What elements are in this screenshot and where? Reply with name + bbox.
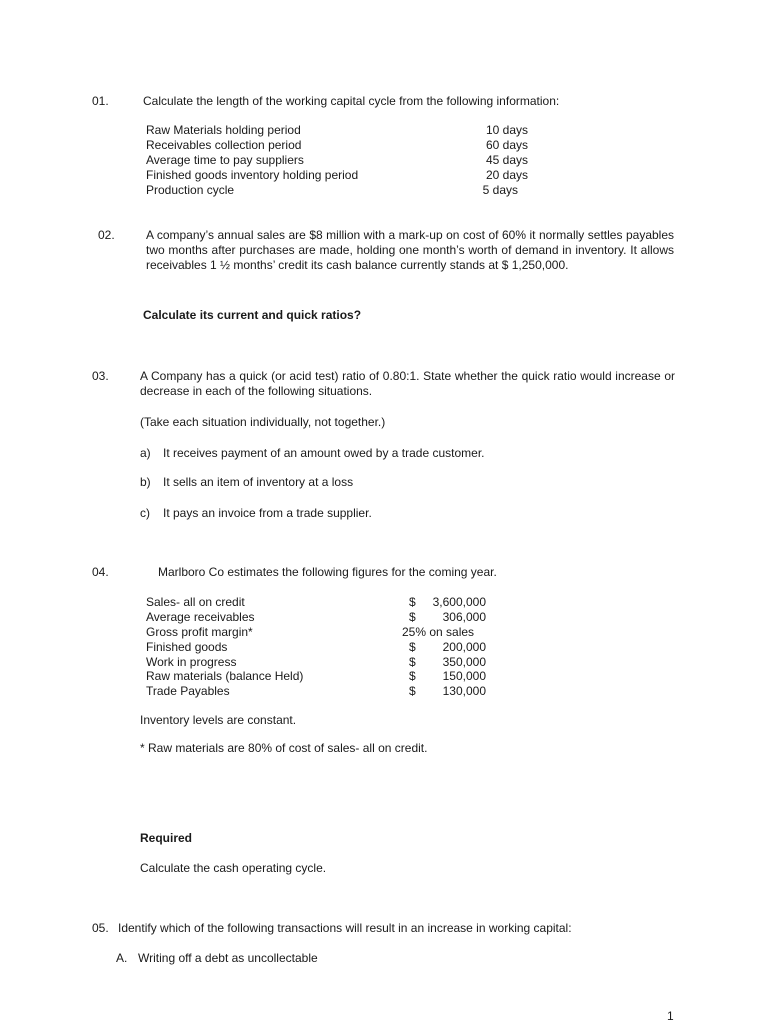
q1-item-label: Production cycle xyxy=(146,183,235,197)
q4-item-label: Work in progress xyxy=(146,655,237,669)
q5-option-text: Writing off a debt as uncollectable xyxy=(138,951,318,965)
q1-item xyxy=(146,123,546,138)
q3-number: 03. xyxy=(92,369,109,383)
q4-item-currency: $ xyxy=(409,640,416,654)
q1-item xyxy=(146,183,546,198)
q1-item-label: Finished goods inventory holding period xyxy=(146,168,359,182)
q1-number: 01. xyxy=(92,94,109,108)
q1-item-value: 45 days xyxy=(485,153,528,167)
q4-item-label: Sales- all on credit xyxy=(146,595,245,609)
q3-option-text: It pays an invoice from a trade supplier. xyxy=(163,506,372,520)
q1-item-value: 60 days xyxy=(485,138,528,152)
q3-option-text: It sells an item of inventory at a loss xyxy=(163,475,354,489)
q4-item xyxy=(146,669,486,684)
q4-required-text: Calculate the cash operating cycle. xyxy=(140,861,327,875)
q5-text: Identify which of the following transactions will result in an increase in working capital: xyxy=(118,921,572,935)
q4-note-inventory: Inventory levels are constant. xyxy=(140,713,297,727)
q1-item-label: Average time to pay suppliers xyxy=(146,153,304,167)
q4-required-heading: Required xyxy=(140,831,193,845)
q3-option-text: It receives payment of an amount owed by a trade customer. xyxy=(163,446,485,460)
q4-number: 04. xyxy=(92,565,109,579)
q4-item-currency: $ xyxy=(409,655,416,669)
q4-item-label: Average receivables xyxy=(146,610,255,624)
q1-item-value: 5 days xyxy=(482,183,518,197)
q4-item xyxy=(146,625,486,640)
q4-item xyxy=(146,610,486,625)
q4-item-label: Gross profit margin* xyxy=(146,625,253,639)
q1-item xyxy=(146,153,546,168)
q2-task: Calculate its current and quick ratios? xyxy=(143,308,362,322)
q4-text: Marlboro Co estimates the following figures for the coming year. xyxy=(158,565,497,579)
q5-option-letter: A. xyxy=(116,951,128,965)
q4-item-label: Trade Payables xyxy=(146,684,230,698)
q4-item-value: 25% on sales xyxy=(402,625,475,639)
q4-item-amount: 3,600,000 xyxy=(432,595,486,609)
q1-item-value: 10 days xyxy=(485,123,528,137)
q4-item-currency: $ xyxy=(409,595,416,609)
q1-item xyxy=(146,138,546,153)
q4-item-currency: $ xyxy=(409,610,416,624)
q3-text: A Company has a quick (or acid test) ratio of 0.80:1. State whether the quick ratio would increase or decrease in each of the following situations. xyxy=(140,369,675,398)
q4-item xyxy=(146,640,486,655)
q1-item-label: Raw Materials holding period xyxy=(146,123,301,137)
q4-item-amount: 150,000 xyxy=(442,669,486,683)
q1-text: Calculate the length of the working capital cycle from the following information: xyxy=(143,94,560,108)
q3-option-letter: c) xyxy=(140,506,150,520)
q4-item-amount: 200,000 xyxy=(442,640,486,654)
q4-item-amount: 130,000 xyxy=(442,684,486,698)
q4-item-currency: $ xyxy=(409,684,416,698)
q2-text: A company’s annual sales are $8 million with a mark-up on cost of 60% it normally settles payables two months after purchases are made, holding one month’s worth of demand in inventory. It allows receivables 1 ½ months’ credit its cash balance currently stands at $ 1,250,000. xyxy=(146,228,674,272)
q4-item-currency: $ xyxy=(409,669,416,683)
q3-option-letter: a) xyxy=(140,446,151,460)
q4-item xyxy=(146,684,486,699)
q4-item xyxy=(146,595,486,610)
q1-item-label: Receivables collection period xyxy=(146,138,302,152)
q4-item-amount: 350,000 xyxy=(442,655,486,669)
q5-number: 05. xyxy=(92,921,109,935)
q4-item-label: Raw materials (balance Held) xyxy=(146,669,304,683)
q4-item xyxy=(146,655,486,670)
q2-number: 02. xyxy=(98,228,115,242)
page-number: 1 xyxy=(667,1009,674,1023)
q4-item-label: Finished goods xyxy=(146,640,228,654)
q3-note: (Take each situation individually, not together.) xyxy=(140,415,386,429)
q3-option-letter: b) xyxy=(140,475,151,489)
q4-item-amount: 306,000 xyxy=(442,610,486,624)
q1-item-value: 20 days xyxy=(485,168,528,182)
q1-item xyxy=(146,168,546,183)
q4-note-raw-materials: * Raw materials are 80% of cost of sales- all on credit. xyxy=(140,741,428,755)
